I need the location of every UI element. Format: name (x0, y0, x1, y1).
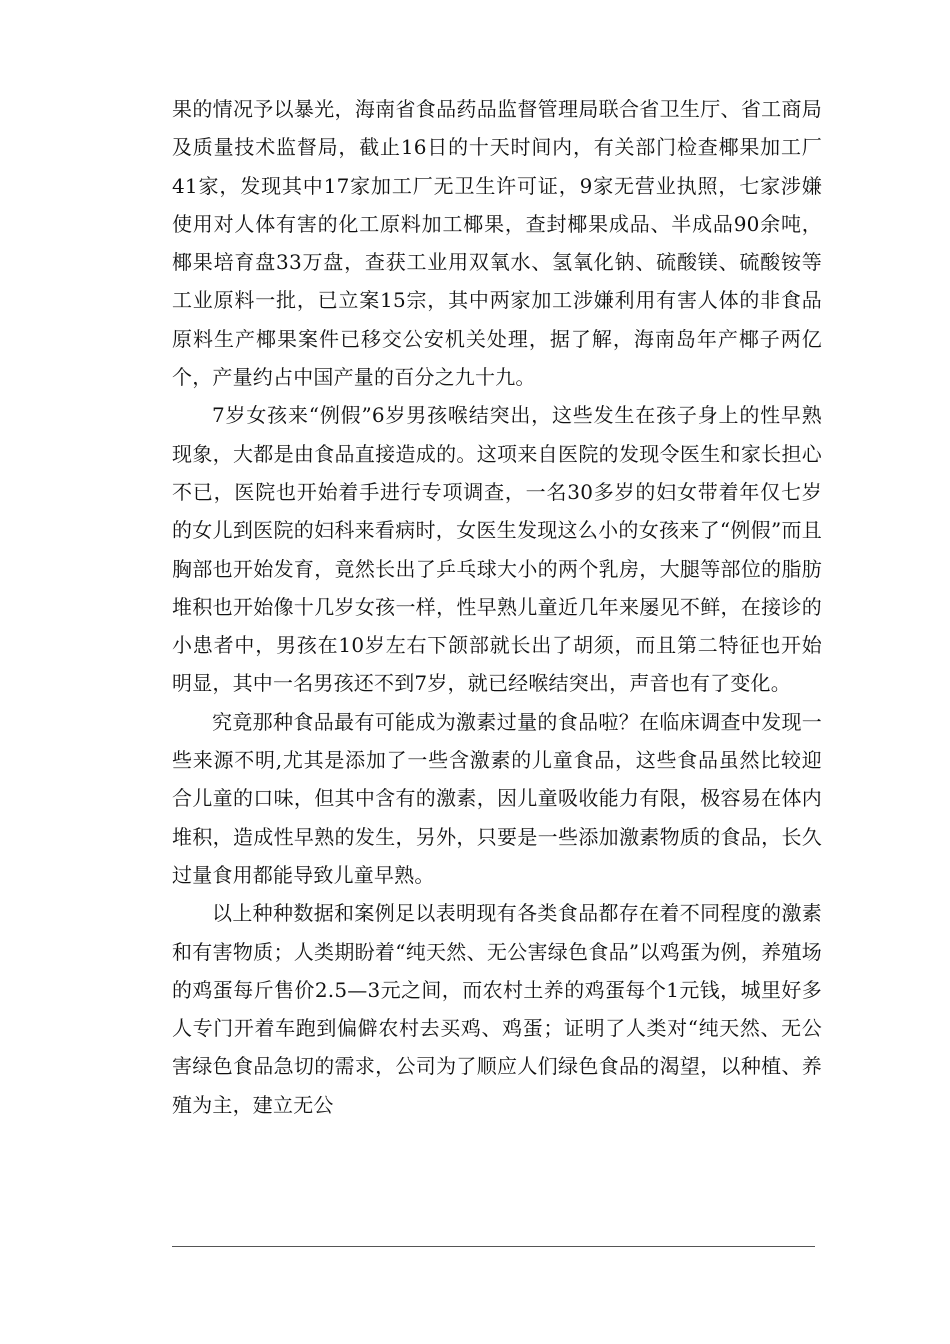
paragraph-hormone-foods: 究竟那种食品最有可能成为激素过量的食品啦？在临床调查中发现一些来源不明,尤其是添加了一些含激素的儿童食品，这些食品虽然比较迎合儿童的口味，但其中含有的激素，因儿童吸收能力有限，极容易在体内堆积，造成性早熟的发生，另外，只要是一些添加激素物质的食品，长久过量食用都能导致儿童早熟。 (172, 709, 822, 887)
paragraph-coconut-inspection: 果的情况予以暴光，海南省食品药品监督管理局联合省卫生厅、省工商局及质量技术监督局，截止16日的十天时间内，有关部门检查椰果加工厂41家，发现其中17家加工厂无卫生许可证，9家无营业执照，七家涉嫌使用对人体有害的化工原料加工椰果，查封椰果成品、半成品90余吨，椰果培育盘33万盘，查获工业用双氧水、氢氧化钠、硫酸镁、硫酸铵等工业原料一批，已立案15宗，其中两家加工涉嫌利用有害人体的非食品原料生产椰果案件已移交公安机关处理，据了解，海南岛年产椰子两亿个，产量约占中国产量的百分之九十九。 (172, 97, 822, 390)
paragraph-green-food-demand: 以上种种数据和案例足以表明现有各类食品都存在着不同程度的激素和有害物质；人类期盼着“纯天然、无公害绿色食品”以鸡蛋为例，养殖场的鸡蛋每斤售价2.5—3元之间，而农村土养的鸡蛋每个1元钱，城里好多人专门开着车跑到偏僻农村去买鸡、鸡蛋；证明了人类对“纯天然、无公害绿色食品急切的需求，公司为了顺应人们绿色食品的渴望，以种植、养殖为主，建立无公 (172, 901, 822, 1117)
document-body (172, 90, 822, 1124)
paragraph-precocious-puberty-cases: 7岁女孩来“例假”6岁男孩喉结突出，这些发生在孩子身上的性早熟现象，大都是由食品直接造成的。这项来自医院的发现令医生和家长担心不已，医院也开始着手进行专项调查，一名30多岁的妇女带着年仅七岁的女儿到医院的妇科来看病时，女医生发现这么小的女孩来了“例假”而且胸部也开始发育，竟然长出了乒乓球大小的两个乳房，大腿等部位的脂肪堆积也开始像十几岁女孩一样，性早熟儿童近几年来屡见不鲜，在接诊的小患者中，男孩在10岁左右下颌部就长出了胡须，而且第二特征也开始明显，其中一名男孩还不到7岁，就已经喉结突出，声音也有了变化。 (172, 403, 822, 696)
footer-divider (172, 1246, 815, 1247)
